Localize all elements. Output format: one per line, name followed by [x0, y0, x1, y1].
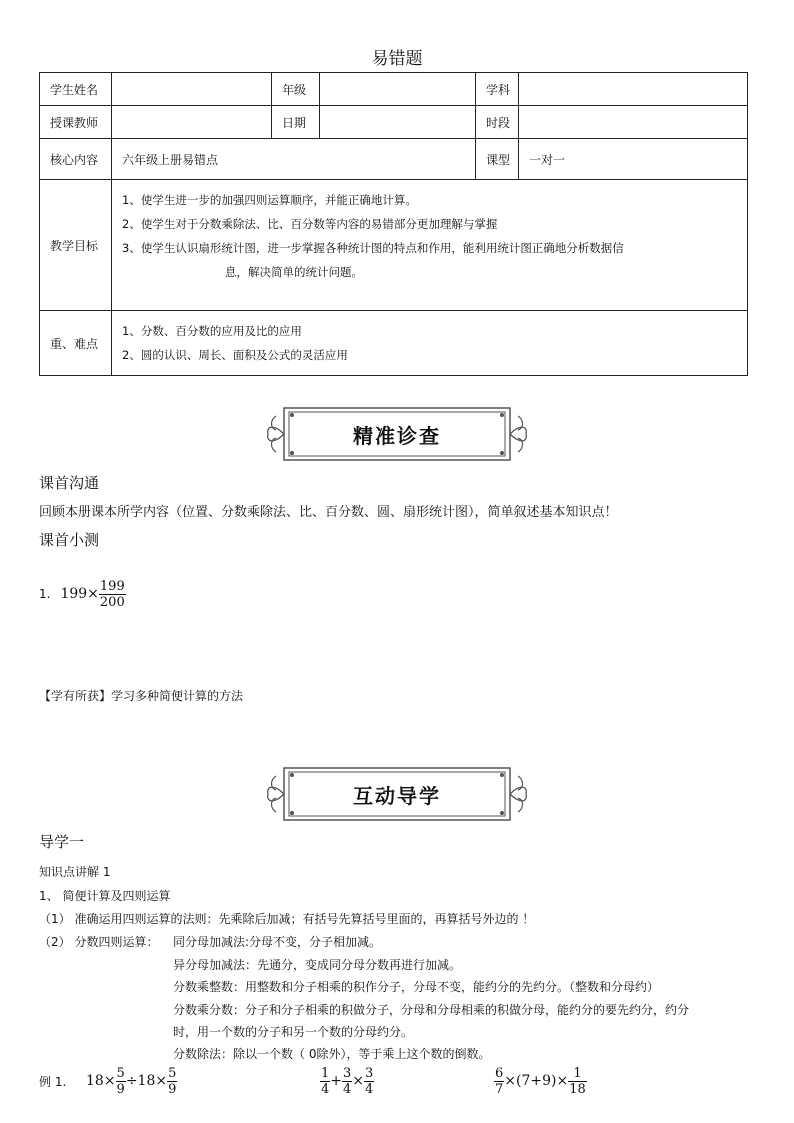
expr-text: × — [352, 1073, 365, 1089]
teacher-value[interactable] — [112, 106, 272, 139]
rule-line: 异分母加减法：先通分，变成同分母分数再进行加减。 — [173, 958, 462, 972]
expr-fraction — [494, 1066, 504, 1097]
expr-text: ÷18× — [125, 1073, 168, 1089]
example-expression-2 — [320, 1063, 374, 1099]
example-expression-3 — [494, 1063, 587, 1099]
expr-text: + — [330, 1073, 343, 1089]
period-value[interactable] — [519, 106, 748, 139]
fraction-numerator: 199 — [99, 578, 125, 594]
rule-line: 时，用一个数的分子和另一个数的分母约分。 — [173, 1025, 414, 1039]
rule-1: （1） 准确运用四则运算的法则：先乘除后加减；有括号先算括号里面的，再算括号外边的 ！ — [39, 912, 535, 926]
expr-fraction — [342, 1066, 352, 1097]
quiz-item-1 — [39, 576, 126, 612]
fraction-denominator: 200 — [99, 594, 125, 610]
section-banner-diagnosis — [262, 404, 532, 464]
key-point-item: 1、分数、百分数的应用及比的应用 — [122, 324, 302, 338]
communication-text: 回顾本册课本所学内容（位置、分数乘除法、比、百分数、圆、扇形统计图），简单叙述基本知识点！ — [39, 505, 618, 520]
fraction-numerator: 3 — [365, 1065, 374, 1081]
section-banner-interactive — [262, 764, 532, 824]
date-value[interactable] — [320, 106, 476, 139]
banner-title: 互动导学 — [353, 784, 441, 808]
goal-item: 息，解决简单的统计问题。 — [225, 265, 363, 279]
expr-text: 18× — [86, 1073, 116, 1089]
fraction-numerator: 6 — [495, 1065, 504, 1081]
goal-item: 2、使学生对于分数乘除法、比、百分数等内容的易错部分更加理解与掌握 — [122, 217, 498, 231]
lesson-type-label: 课型 — [476, 139, 519, 180]
key-points-label: 重、难点 — [40, 311, 112, 376]
goal-item: 1、使学生进一步的加强四则运算顺序，并能正确地计算。 — [122, 193, 417, 207]
rule-2-prefix: （2） 分数四则运算： — [39, 935, 159, 949]
expr-fraction — [320, 1066, 330, 1097]
fraction-denominator: 4 — [365, 1081, 374, 1097]
fraction-numerator: 5 — [168, 1065, 177, 1081]
knowledge-point-item: 1、 简便计算及四则运算 — [39, 889, 171, 903]
document-title: 易错题 — [371, 49, 423, 69]
date-label: 日期 — [272, 106, 320, 139]
lesson-info-table — [39, 72, 748, 376]
core-content-value: 六年级上册易错点 — [112, 139, 476, 180]
fraction-denominator: 18 — [569, 1081, 586, 1097]
gain-text: 【学有所获】学习多种简便计算的方法 — [39, 689, 244, 703]
example-expression-1 — [86, 1063, 177, 1099]
fraction-numerator: 1 — [321, 1065, 330, 1081]
goals-label: 教学目标 — [40, 180, 112, 311]
rule-line: 分数乘整数：用整数和分子相乘的积作分子，分母不变，能约分的先约分。（整数和分母约） — [173, 980, 660, 994]
expr-text: ×(7+9)× — [504, 1073, 569, 1089]
teacher-label: 授课教师 — [40, 106, 112, 139]
student-name-label: 学生姓名 — [40, 73, 112, 106]
key-point-item: 2、圆的认识、周长、面积及公式的灵活应用 — [122, 348, 348, 362]
rule-line: 分数除法：除以一个数（ 0除外），等于乘上这个数的倒数。 — [173, 1047, 491, 1061]
example-label: 例 1. — [39, 1074, 67, 1089]
rule-line: 分数乘分数：分子和分子相乘的积做分子，分母和分母相乘的积做分母，能约分的要先约分，约分 — [173, 1003, 690, 1017]
fraction-denominator: 4 — [321, 1081, 330, 1097]
key-points-cell — [112, 311, 748, 376]
banner-title: 精准诊查 — [353, 424, 441, 448]
expr-fraction — [116, 1066, 126, 1097]
expr-fraction — [568, 1066, 587, 1097]
fraction-denominator: 9 — [168, 1081, 177, 1097]
quiz-fraction — [99, 579, 126, 610]
quiz-expression: 199× — [60, 586, 99, 602]
section-heading-guide: 导学一 — [39, 833, 85, 851]
rule-line: 同分母加减法:分母不变，分子相加减。 — [173, 935, 382, 949]
fraction-denominator: 4 — [343, 1081, 352, 1097]
subject-label: 学科 — [476, 73, 519, 106]
expr-fraction — [167, 1066, 177, 1097]
student-name-value[interactable] — [112, 73, 272, 106]
section-heading-quiz: 课首小测 — [39, 531, 100, 549]
core-content-label: 核心内容 — [40, 139, 112, 180]
grade-label: 年级 — [272, 73, 320, 106]
goal-item: 3、使学生认识扇形统计图，进一步掌握各种统计图的特点和作用，能利用统计图正确地分析数据信 — [122, 241, 624, 255]
fraction-numerator: 3 — [343, 1065, 352, 1081]
lesson-type-value: 一对一 — [519, 139, 748, 180]
fraction-denominator: 7 — [495, 1081, 504, 1097]
knowledge-point-title: 知识点讲解 1 — [39, 865, 111, 879]
example-label-row — [39, 1063, 66, 1099]
fraction-numerator: 5 — [116, 1065, 125, 1081]
fraction-numerator: 1 — [568, 1066, 587, 1082]
subject-value[interactable] — [519, 73, 748, 106]
fraction-denominator: 9 — [116, 1081, 125, 1097]
section-heading-communication: 课首沟通 — [39, 474, 100, 492]
quiz-number: 1. — [39, 587, 51, 601]
expr-fraction — [364, 1066, 374, 1097]
goals-cell — [112, 180, 748, 311]
grade-value[interactable] — [320, 73, 476, 106]
period-label: 时段 — [476, 106, 519, 139]
